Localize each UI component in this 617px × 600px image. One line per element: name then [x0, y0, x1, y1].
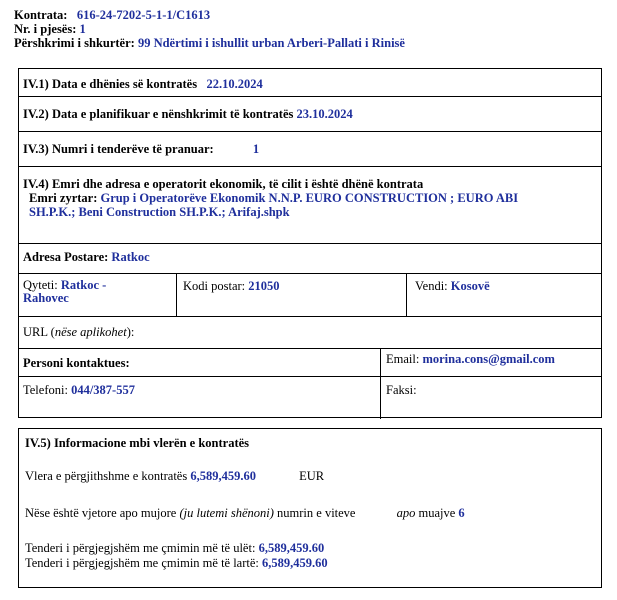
row-operator [19, 167, 601, 244]
postcode-value: 21050 [248, 279, 280, 293]
row-award-date [19, 69, 601, 97]
currency: EUR [299, 469, 325, 483]
highest-value: 6,589,459.60 [262, 556, 328, 570]
award-date-value: 22.10.2024 [206, 77, 263, 91]
highest-label: Tenderi i përgjegjshëm me çmimin më të lartë: [25, 556, 259, 570]
city-label: Qyteti: [23, 278, 58, 292]
period-tail: numrin e viteve [277, 506, 356, 520]
months-value: 6 [458, 506, 465, 520]
url-tail: ): [126, 325, 135, 339]
price-range-block [25, 541, 328, 571]
operator-section-title: IV.4) Emri dhe adresa e operatorit ekonomik, të cilit i është dhënë kontrata [23, 177, 424, 191]
url-italic: nëse aplikohet [54, 325, 127, 339]
months-label: muajve [418, 506, 456, 520]
signing-date-label: IV.2) Data e planifikuar e nënshkrimit të kontratës [23, 107, 294, 121]
part-line [14, 22, 405, 36]
city-value-1: Ratkoc - [60, 278, 107, 292]
place-value: Kosovë [450, 279, 490, 293]
fax-cell [382, 383, 421, 398]
period-text: Nëse është vjetore apo mujore [25, 506, 177, 520]
row-contact [19, 349, 601, 377]
row-phone [19, 377, 601, 419]
official-name-line2: SH.P.K.; Beni Construction SH.P.K.; Arifaj.shpk [29, 205, 290, 219]
fax-label: Faksi: [386, 383, 417, 397]
row-postal-address: Adresa Postare: Ratkoc [19, 244, 601, 274]
email-label: Email: [386, 352, 420, 366]
part-label: Nr. i pjesës: [14, 22, 77, 36]
postcode-label: Kodi postar: [183, 279, 246, 293]
phone-label: Telefoni: [23, 383, 68, 397]
award-details-box [18, 68, 602, 418]
place-cell [411, 279, 494, 294]
period-italic: (ju lutemi shënoni) [179, 506, 274, 520]
total-value: 6,589,459.60 [190, 469, 256, 483]
contact-cell: Personi kontaktues: [23, 356, 130, 370]
total-value-line [25, 469, 324, 484]
lowest-value: 6,589,459.60 [258, 541, 325, 555]
row-url [19, 317, 601, 349]
city-value-2: Rahovec [23, 291, 69, 305]
email-value: morina.cons@gmail.com [422, 352, 555, 366]
description-line [14, 36, 405, 50]
place-label: Vendi: [415, 279, 448, 293]
row-city [19, 274, 601, 317]
part-value: 1 [79, 22, 86, 36]
phone-value: 044/387-557 [71, 383, 135, 397]
contract-line [14, 8, 405, 22]
url-label: URL ( [23, 325, 55, 339]
signing-date-value: 23.10.2024 [296, 107, 353, 121]
contact-label: Personi kontaktues [23, 356, 126, 370]
total-value-label: Vlera e përgjithshme e kontratës [25, 469, 188, 483]
value-section-title: IV.5) Informacione mbi vlerën e kontratës [25, 436, 250, 450]
award-date-label: IV.1) Data e dhënies së kontratës [23, 77, 198, 91]
document-header [14, 8, 405, 50]
tenders-count-value: 1 [252, 142, 260, 156]
contract-value-box [18, 428, 602, 588]
postcode-cell [179, 279, 284, 294]
contract-label: Kontrata: [14, 8, 68, 22]
description-label: Përshkrimi i shkurtër: [14, 36, 135, 50]
official-name-line1: Grup i Operatorëve Ekonomik N.N.P. EURO CONSTRUCTION ; EURO ABI [100, 191, 519, 205]
lowest-label: Tenderi i përgjegjshëm me çmimin më të ulët: [25, 541, 256, 555]
period-line [25, 506, 465, 521]
contract-value: 616-24-7202-5-1-1/C1613 [76, 8, 211, 22]
phone-cell [19, 383, 139, 398]
postal-address-label: Adresa Postare [23, 250, 105, 264]
lowest-line [25, 541, 328, 556]
city-cell [19, 279, 177, 305]
row-tenders-count [19, 132, 601, 167]
description-value: 99 Ndërtimi i ishullit urban Arberi-Pallati i Rinisë [137, 36, 405, 50]
or-italic: apo [396, 506, 416, 520]
highest-line [25, 556, 328, 571]
postal-address-value: Ratkoc [111, 250, 150, 264]
tenders-count-label: IV.3) Numri i tenderëve të pranuar: [23, 142, 214, 156]
row-signing-date [19, 97, 601, 132]
official-name-block: Emri zyrtar: Grup i Operatorëve Ekonomik N.N.P. EURO CONSTRUCTION ; EURO ABI SH.P.K.; Beni Construction SH.P.K.; Arifaj.shpk [29, 191, 519, 219]
email-cell [382, 352, 559, 367]
official-name-label: Emri zyrtar [29, 191, 94, 205]
